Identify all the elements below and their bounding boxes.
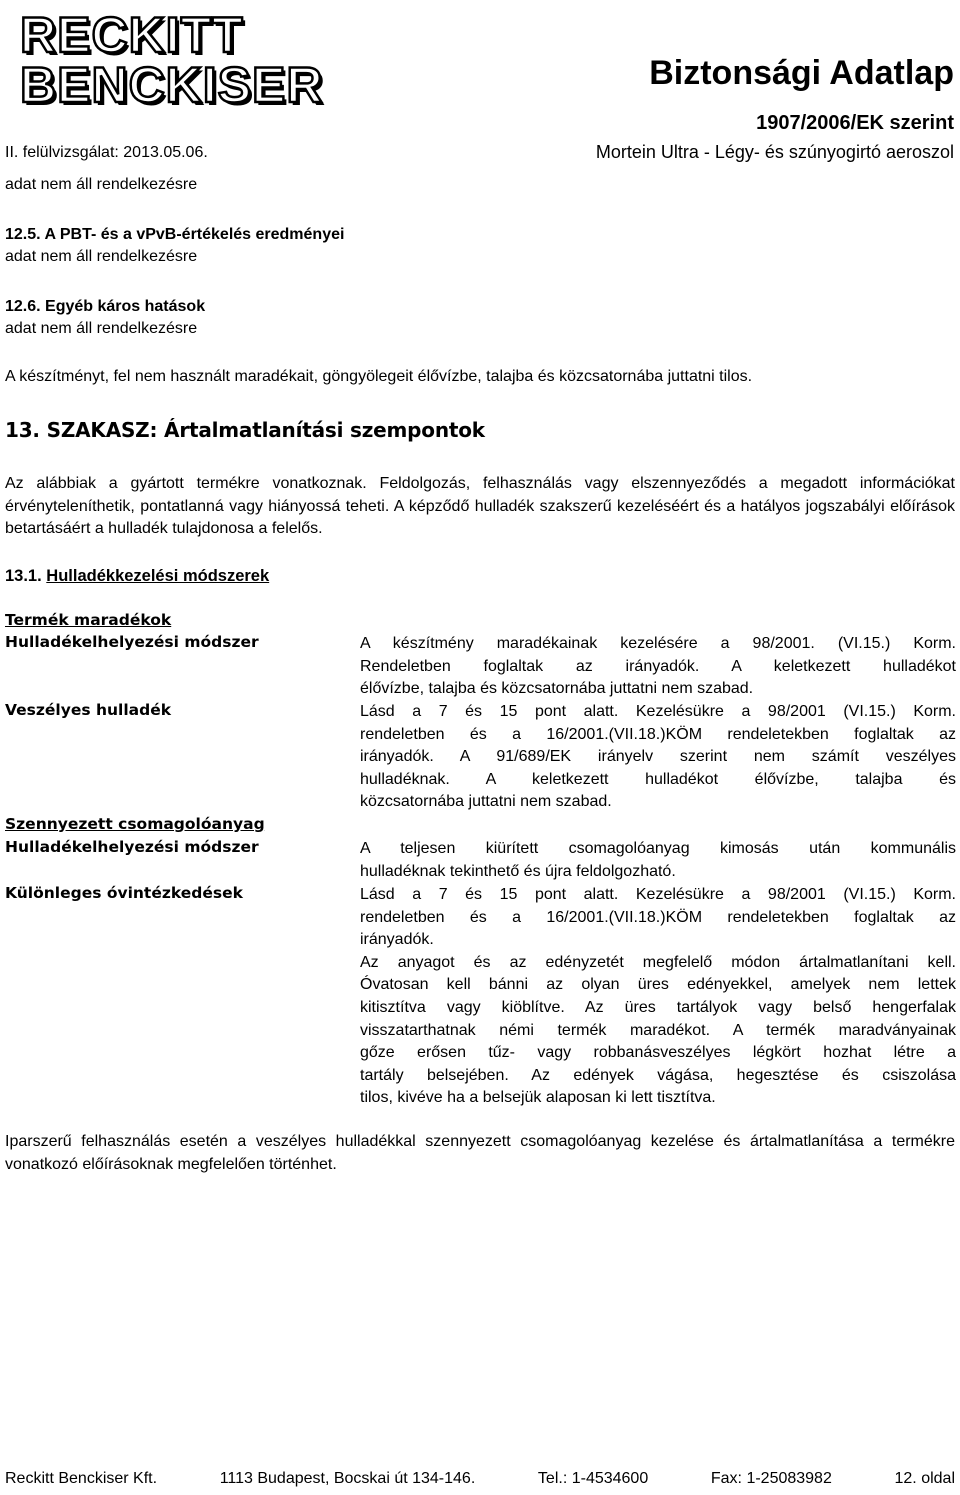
section-13-1-title-text: Hulladékkezelési módszerek bbox=[46, 567, 270, 585]
page-footer bbox=[5, 1470, 955, 1488]
text-line: hulladéknak tekinthető és újra feldolgozható. bbox=[360, 862, 676, 880]
text-line: irányadók. bbox=[360, 931, 434, 949]
disposal-method-text-2 bbox=[360, 838, 956, 883]
section-12-5-text: adat nem áll rendelkezésre bbox=[5, 248, 198, 265]
contaminated-packaging-heading: Szennyezett csomagolóanyag bbox=[5, 815, 265, 833]
text-line: A teljesen kiürített csomagolóanyag kimosás után kommunális bbox=[360, 840, 956, 857]
logo-text-line2: BENCKISER bbox=[20, 57, 324, 113]
hazardous-waste-text bbox=[360, 701, 956, 814]
text-line: Lásd a 7 és 15 pont alatt. Kezelésükre a 98/2001 (VI.15.) Korm. bbox=[360, 886, 956, 903]
footer-fax: Fax: 1-25083982 bbox=[710, 1470, 832, 1487]
text-line: rendeletben és a 16/2001.(VII.18.)KÖM rendeletekben foglaltak az bbox=[360, 908, 956, 926]
product-residue-heading: Termék maradékok bbox=[5, 611, 172, 629]
text-line: visszatarthatnak némi termék maradékot. A termék maradványainak bbox=[360, 1021, 956, 1039]
company-logo bbox=[20, 7, 324, 113]
logo-text-line1: RECKITT bbox=[20, 7, 244, 63]
regulation-label: 1907/2006/EK szerint bbox=[756, 112, 954, 134]
section-13-title-text: SZAKASZ: Ártalmatlanítási szempontok bbox=[46, 418, 485, 442]
text-line: Rendeletben foglaltak az irányadók. A keletkezett hulladékot bbox=[360, 657, 956, 675]
text-line: élővízbe, talajba és közcsatornába juttatni nem szabad. bbox=[360, 680, 754, 698]
section-13-title bbox=[5, 418, 485, 442]
data-unavailable-note: adat nem áll rendelkezésre bbox=[5, 176, 198, 193]
text-line: Óvatosan kell bánni az olyan üres edényekkel, amelyek nem lettek bbox=[360, 976, 956, 994]
section-13-intro: Az alábbiak a gyártott termékre vonatkoznak. Feldolgozás, felhasználás vagy elszennyeződés a megadott információkat érvényteleníthetik, pontatlanná vagy hiányossá teheti. A képződő hulladék szakszerű kezeléséért és a hatályos jogszabályi előírások betartásáért a hulladék tulajdonosa a felelős. bbox=[5, 475, 955, 537]
text-line: kitisztítva vagy kiöblítve. Az üres tartályok vagy belső hengerfalak bbox=[360, 998, 956, 1016]
footer-phone: Tel.: 1-4534600 bbox=[537, 1470, 649, 1487]
disposal-method-label-1: Hulladékelhelyezési módszer bbox=[5, 633, 259, 651]
text-line: hulladéknak. A keletkezett hulladékot élővízbe, talajba és bbox=[360, 770, 956, 788]
text-line: gőze erősen tűz- vagy robbanásveszélyes légkört hozhat létre a bbox=[360, 1044, 956, 1062]
disposal-method-label-2: Hulladékelhelyezési módszer bbox=[5, 838, 259, 856]
disposal-method-text-1 bbox=[360, 633, 956, 701]
revision-date: II. felülvizsgálat: 2013.05.06. bbox=[5, 144, 208, 161]
disposal-warning: A készítményt, fel nem használt maradékait, göngyölegeit élővízbe, talajba és közcsatornába juttatni tilos. bbox=[5, 368, 753, 385]
section-12-5-title: 12.5. A PBT- és a vPvB-értékelés eredményei bbox=[5, 226, 345, 243]
section-13-1-title bbox=[5, 565, 269, 587]
text-line: A készítmény maradékainak kezelésére a 98/2001. (VI.15.) Korm. bbox=[360, 635, 956, 652]
text-line: Az anyagot és az edényzetét megfelelő módon ártalmatlanítani kell. bbox=[360, 953, 956, 971]
text-line: tartály belsejében. Az edények vágása, hegesztése és csiszolása bbox=[360, 1066, 956, 1084]
text-line: közcsatornába juttatni nem szabad. bbox=[360, 793, 612, 811]
section-12-6-text: adat nem áll rendelkezésre bbox=[5, 320, 198, 337]
product-name: Mortein Ultra - Légy- és szúnyogirtó aeroszol bbox=[595, 142, 954, 162]
section-12-6-title: 12.6. Egyéb káros hatások bbox=[5, 298, 206, 315]
text-line: tilos, kivéve ha a belsejük alaposan ki lett tisztítva. bbox=[360, 1089, 716, 1107]
text-line: rendeletben és a 16/2001.(VII.18.)KÖM rendeletekben foglaltak az bbox=[360, 725, 956, 743]
footer-address: 1113 Budapest, Bocskai út 134-146. bbox=[219, 1470, 476, 1487]
footer-company: Reckitt Benckiser Kft. bbox=[5, 1470, 158, 1487]
text-line: Lásd a 7 és 15 pont alatt. Kezelésükre a 98/2001 (VI.15.) Korm. bbox=[360, 703, 956, 720]
text-line: irányadók. A 91/689/EK irányelv szerint nem számít veszélyes bbox=[360, 748, 956, 766]
industrial-use-paragraph: Iparszerű felhasználás esetén a veszélyes hulladékkal szennyezett csomagolóanyag kezelése és ártalmatlanítása a termékre vonatkozó előírásoknak megfelelően történhet. bbox=[5, 1133, 955, 1173]
hazardous-waste-label: Veszélyes hulladék bbox=[5, 701, 172, 719]
special-precautions-label: Különleges óvintézkedések bbox=[5, 884, 243, 902]
document-title: Biztonsági Adatlap bbox=[649, 54, 954, 92]
footer-page-number: 12. oldal bbox=[894, 1470, 955, 1487]
special-precautions-text bbox=[360, 884, 956, 1110]
section-13-1-number: 13.1. bbox=[5, 567, 42, 585]
section-13-number: 13. bbox=[5, 418, 40, 442]
